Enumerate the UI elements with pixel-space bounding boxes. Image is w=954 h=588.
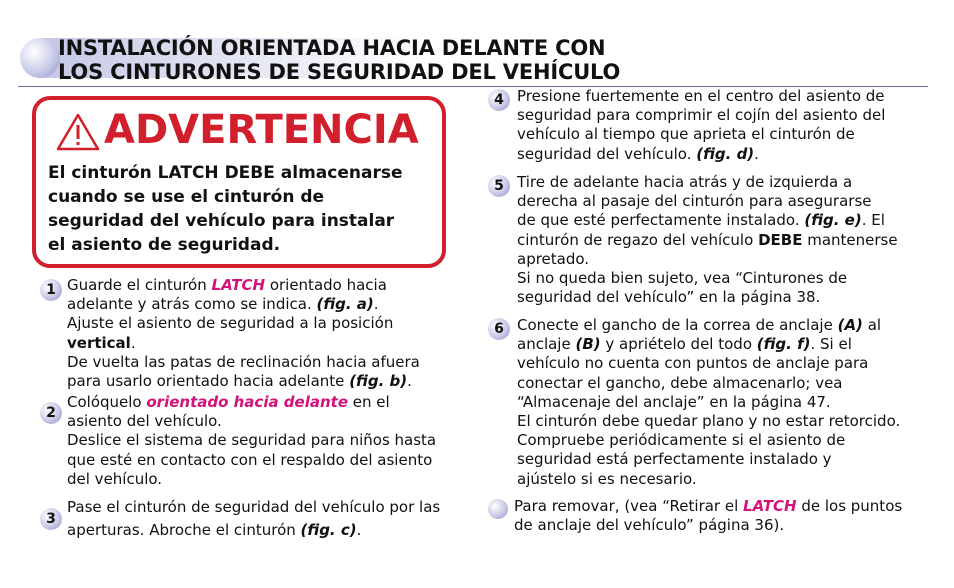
fig-d-ref: (fig. d) (696, 144, 755, 163)
page-title-line-2: LOS CINTURONES DE SEGURIDAD DEL VEHÍCULO (58, 60, 621, 84)
step-4-badge: 4 (488, 89, 510, 111)
step-3-badge: 3 (40, 508, 62, 530)
fig-c-ref: (fig. c) (300, 521, 357, 539)
step-6-text: Conecte el gancho de la correa de anclaje (A) al anclaje (B) y apriételo del todo (fig. f). Si el vehículo no cuenta con puntos de anclaje para conectar el gancho, debe almacenarlo; vea “Almacenaje del anclaje” en la página 47. El cinturón debe quedar plano y no estar retorcido. Compruebe periódicamente si el asiento de seguridad está perfectamente instalado y ajústelo si es necesario. (517, 316, 901, 488)
step-3-text: Pase el cinturón de seguridad del vehículo por las aperturas. Abroche el cinturón (fig. c). (67, 498, 441, 539)
warning-line-2: cuando se use el cinturón de (48, 187, 325, 207)
step-4-text: Presione fuertemente en el centro del asiento de seguridad para comprimir el cojín del asiento del vehículo al tiempo que aprieta el cinturón de seguridad del vehículo. (fig. d). (517, 87, 886, 163)
fig-f-ref: (fig. f) (756, 335, 811, 354)
warning-heading: ADVERTENCIA (104, 107, 419, 153)
step-2-badge: 2 (40, 402, 62, 424)
fig-b-ref: (fig. b) (349, 372, 408, 391)
page-title (58, 36, 758, 84)
warning-line-1: El cinturón LATCH DEBE almacenarse (48, 163, 403, 183)
page-title-line-1: INSTALACIÓN ORIENTADA HACIA DELANTE CON (58, 36, 606, 60)
step-6-badge: 6 (488, 318, 510, 340)
warning-line-4: el asiento de seguridad. (48, 235, 281, 255)
forward-facing-label: orientado hacia delante (146, 393, 349, 411)
latch-label-removal: LATCH (743, 497, 797, 515)
header-circle-icon (20, 38, 60, 78)
warning-text (48, 161, 438, 257)
step-5-text: Tire de adelante hacia atrás y de izquierda a derecha al pasaje del cinturón para asegurarse de que esté perfectamente instalado. (fig. e). El cinturón de regazo del vehículo DEBE mantenerse apretado. Si no queda bien sujeto, vea “Cinturones de seguridad del vehículo” en la página 38. (517, 173, 898, 307)
removal-bullet-icon (488, 499, 508, 519)
step-1-badge: 1 (40, 279, 62, 301)
warning-triangle-icon (56, 112, 100, 152)
fig-a-ref: (fig. a) (316, 295, 374, 314)
step-2-text: Colóquelo orientado hacia delante en el asiento del vehículo. Deslice el sistema de seguridad para niños hasta que esté en contacto con el respaldo del asiento del vehículo. (67, 393, 437, 488)
fig-e-ref: (fig. e) (804, 211, 862, 230)
step-1-text: Guarde el cinturón LATCH orientado hacia adelante y atrás como se indica. (fig. a). Ajuste el asiento de seguridad a la posición vertical. De vuelta las patas de reclinación hacia afuera para usarlo orientado hacia adelante (fig. b). (67, 276, 420, 391)
latch-label: LATCH (211, 276, 266, 294)
step-5-badge: 5 (488, 175, 510, 197)
removal-note: Para removar, (vea “Retirar el LATCH de los puntos de anclaje del vehículo” página 36). (514, 497, 903, 535)
warning-line-3: seguridad del vehículo para instalar (48, 211, 395, 231)
